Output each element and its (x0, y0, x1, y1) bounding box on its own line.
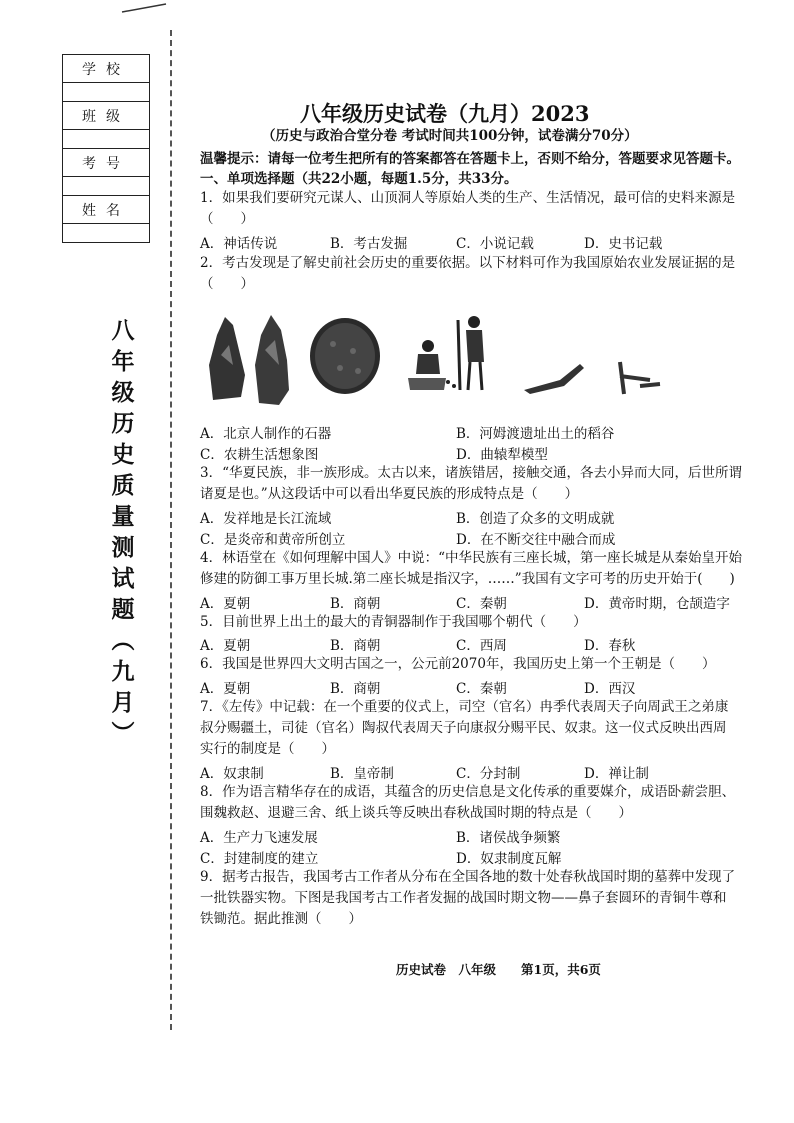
question-8-stem: 8．作为语言精华存在的成语，其蕴含的历史信息是文化传承的重要媒介，成语卧薪尝胆、 (200, 784, 736, 800)
section-heading: 一、单项选择题（共22小题，每题1.5分，共33分。 (200, 171, 518, 187)
warning-note: 温馨提示：请每一位考生把所有的答案都答在答题卡上，否则不给分，答题要求见答题卡。 (200, 151, 740, 167)
student-info-table (62, 54, 150, 243)
question-1-option-d: D．史书记载 (584, 236, 663, 252)
question-2-option-d: D．曲辕犁模型 (456, 447, 548, 463)
question-3-option-b: B．创造了众多的文明成就 (456, 511, 615, 527)
question-7-stem-2: 叔分赐疆土，司徒（官名）陶叔代表周天子向康叔分赐平民、奴隶。这一仪式反映出西周 (200, 720, 727, 736)
name-field[interactable] (63, 224, 149, 242)
exam-number-field[interactable] (63, 177, 149, 196)
binding-line (170, 30, 172, 1030)
stone-tools-image (203, 305, 303, 410)
farming-life-image (398, 312, 496, 394)
question-4-option-d: D．黄帝时期，仓颉造字 (584, 596, 730, 612)
question-1-option-c: C．小说记载 (456, 236, 534, 252)
name-label: 姓名 (63, 196, 149, 224)
question-6-option-b: B．商朝 (330, 681, 381, 697)
question-4-stem: 4．林语堂在《如何理解中国人》中说：“中华民族有三座长城，第一座长城是从秦始皇开始 (200, 550, 742, 566)
question-7-stem-3: 实行的制度是（ ） (200, 741, 335, 757)
question-4-option-a: A．夏朝 (200, 596, 251, 612)
question-9-stem-2: 一批铁器实物。下图是我国考古工作者发掘的战国时期文物——鼻子套圆环的青铜牛尊和 (200, 890, 727, 906)
page-subtitle: （历史与政治合堂分卷 考试时间共100分钟，试卷满分70分） (262, 128, 638, 144)
class-field[interactable] (63, 130, 149, 149)
question-8-option-a: A．生产力飞速发展 (200, 830, 318, 846)
question-8-option-c: C．封建制度的建立 (200, 851, 319, 867)
question-3-option-c: C．是炎帝和黄帝所创立 (200, 532, 346, 548)
question-6-stem: 6．我国是世界四大文明古国之一，公元前2070年，我国历史上第一个王朝是（ ） (200, 656, 716, 672)
question-1-option-b: B．考古发掘 (330, 236, 408, 252)
question-8-option-d: D．奴隶制度瓦解 (456, 851, 562, 867)
question-4-stem-2: 修建的防御工事万里长城.第二座长城是指汉字，……”我国有文字可考的历史开始于( ) (200, 571, 735, 587)
question-5-stem: 5．目前世界上出土的最大的青铜器制作于我国哪个朝代（ ） (200, 614, 587, 630)
question-6-option-a: A．夏朝 (200, 681, 251, 697)
question-4-option-b: B．商朝 (330, 596, 381, 612)
question-2-stem-2: （ ） (200, 276, 254, 292)
question-7-stem: 7．《左传》中记载：在一个重要的仪式上，司空（官名）冉季代表周天子向周武王之弟康 (200, 699, 729, 715)
question-9-stem-3: 铁锄范。据此推测（ ） (200, 911, 362, 927)
question-2-option-a: A．北京人制作的石器 (200, 426, 332, 442)
exam-number-label: 考号 (63, 149, 149, 177)
question-7-option-c: C．分封制 (456, 766, 521, 782)
class-label: 班级 (63, 102, 149, 130)
question-8-stem-2: 围魏救赵、退避三舍、纸上谈兵等反映出春秋战国时期的特点是（ ） (200, 805, 632, 821)
question-7-option-a: A．奴隶制 (200, 766, 264, 782)
question-5-option-a: A．夏朝 (200, 638, 251, 654)
rice-grains-image (308, 316, 382, 396)
question-1-stem-2: （ ） (200, 211, 254, 227)
school-label: 学校 (63, 55, 149, 83)
question-6-option-c: C．秦朝 (456, 681, 507, 697)
question-9-stem: 9．据考古报告，我国考古工作者从分布在全国各地的数十处春秋战国时期的墓葬中发现了 (200, 869, 736, 885)
question-2-stem: 2．考古发现是了解史前社会历史的重要依据。以下材料可作为我国原始农业发展证据的是 (200, 255, 736, 271)
school-field[interactable] (63, 83, 149, 102)
question-5-option-b: B．商朝 (330, 638, 381, 654)
question-6-option-d: D．西汉 (584, 681, 636, 697)
question-1-option-a: A．神话传说 (200, 236, 278, 252)
question-3-option-d: D．在不断交往中融合而成 (456, 532, 616, 548)
question-5-option-c: C．西周 (456, 638, 507, 654)
question-3-stem: 3．“华夏民族，非一族形成。太古以来，诸族错居，接触交通，各去小异而大同，后世所谓 (200, 465, 742, 481)
page-title: 八年级历史试卷（九月）2023 (300, 101, 590, 126)
scan-mark (120, 0, 168, 14)
plough-model-image (520, 350, 670, 400)
question-7-option-d: D．禅让制 (584, 766, 649, 782)
question-2-option-c: C．农耕生活想象图 (200, 447, 319, 463)
page-footer: 历史试卷 八年级 第1页，共6页 (396, 962, 601, 977)
question-3-option-a: A．发祥地是长江流域 (200, 511, 332, 527)
question-2-option-b: B．河姆渡遗址出土的稻谷 (456, 426, 615, 442)
question-1-stem: 1．如果我们要研究元谋人、山顶洞人等原始人类的生产、生活情况，最可信的史料来源是 (200, 190, 736, 206)
question-4-option-c: C．秦朝 (456, 596, 507, 612)
question-7-option-b: B．皇帝制 (330, 766, 394, 782)
question-5-option-d: D．春秋 (584, 638, 636, 654)
vertical-title: 八 年 级 历 史 质 量 测 试 题 ︵ 九 月 ︶ (111, 317, 135, 747)
question-8-option-b: B．诸侯战争频繁 (456, 830, 561, 846)
question-3-stem-2: 诸夏是也。”从这段话中可以看出华夏民族的形成特点是（ ） (200, 486, 579, 502)
